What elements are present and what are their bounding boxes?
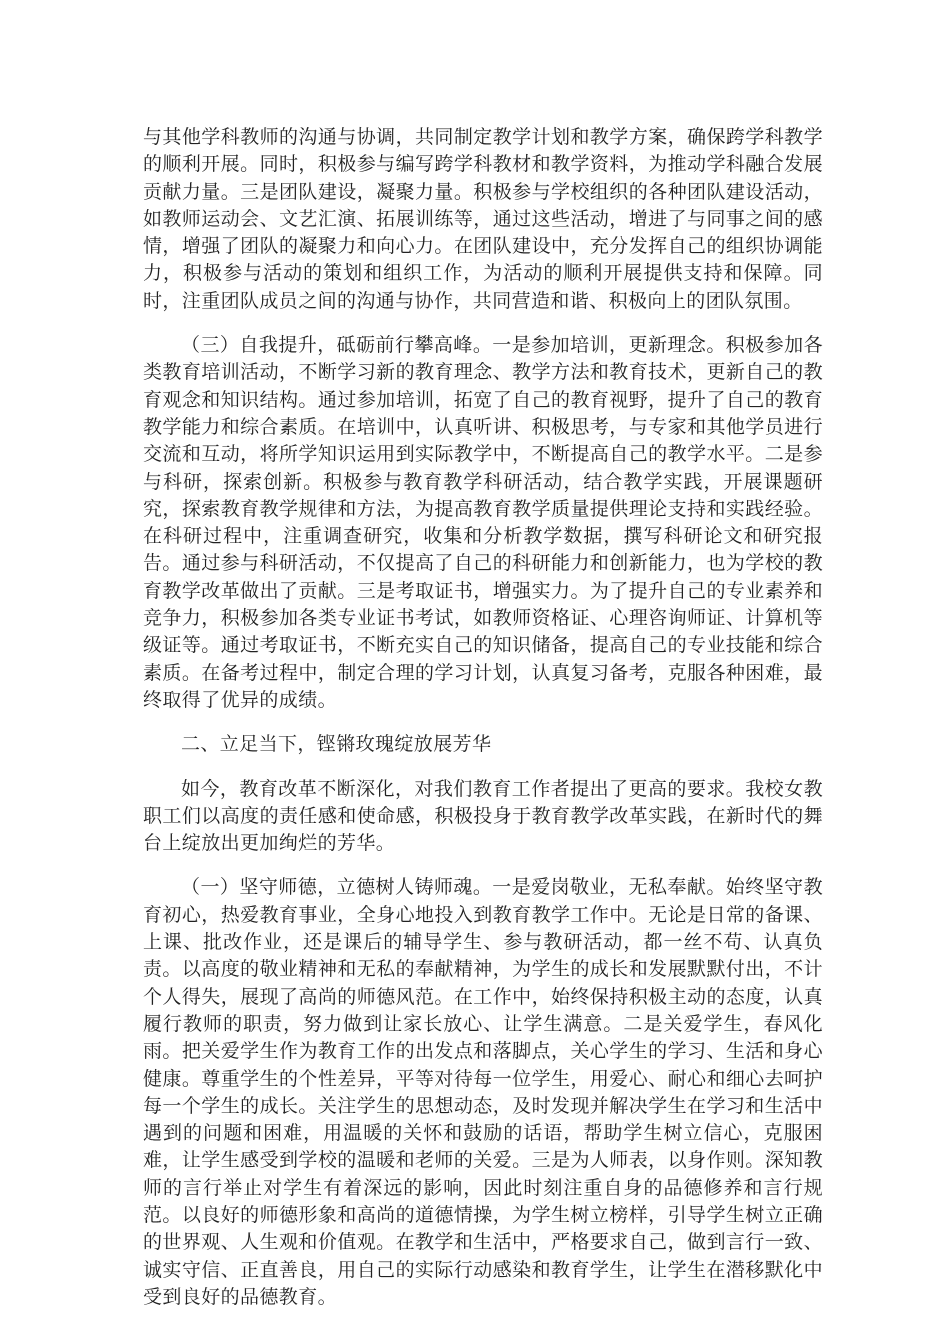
section-heading: 二、立足当下，铿锵玫瑰绽放展芳华 [181,733,492,756]
body-paragraph: 如今，教育改革不断深化，对我们教育工作者提出了更高的要求。我校女教职工们以高度的责任感和使命感，积极投身于教育教学改革实践，在新时代的舞台上绽放出更加绚烂的芳华。 [143,777,823,855]
body-paragraph: （一）坚守师德，立德树人铸师魂。一是爱岗敬业，无私奉献。始终坚守教育初心，热爱教育事业，全身心地投入到教育教学工作中。无论是日常的备课、上课、批改作业，还是课后的辅导学生、参与教研活动，都一丝不苟、认真负责。以高度的敬业精神和无私的奉献精神，为学生的成长和发展默默付出，不计个人得失，展现了高尚的师德风范。在工作中，始终保持积极主动的态度，认真履行教师的职责，努力做到让家长放心、让学生满意。二是关爱学生，春风化雨。把关爱学生作为教育工作的出发点和落脚点，关心学生的学习、生活和身心健康。尊重学生的个性差异，平等对待每一位学生，用爱心、耐心和细心去呵护每一个学生的成长。关注学生的思想动态，及时发现并解决学生在学习和生活中遇到的问题和困难，用温暖的关怀和鼓励的话语，帮助学生树立信心，克服困难，让学生感受到学校的温暖和老师的关爱。三是为人师表，以身作则。深知教师的言行举止对学生有着深远的影响，因此时刻注重自身的品德修养和言行规范。以良好的师德形象和高尚的道德情操，为学生树立榜样，引导学生树立正确的世界观、人生观和价值观。在教学和生活中，严格要求自己，做到言行一致、诚实守信、正直善良，用自己的实际行动感染和教育学生，让学生在潜移默化中受到良好的品德教育。 [143,876,823,1308]
body-paragraph: （三）自我提升，砥砺前行攀高峰。一是参加培训，更新理念。积极参加各类教育培训活动，不断学习新的教育理念、教学方法和教育技术，更新自己的教育观念和知识结构。通过参加培训，拓宽了自己的教育视野，提升了自己的教育教学能力和综合素质。在培训中，认真听讲、积极思考，与专家和其他学员进行交流和互动，将所学知识运用到实际教学中，不断提高自己的教学水平。二是参与科研，探索创新。积极参与教育教学科研活动，结合教学实践，开展课题研究，探索教育教学规律和方法，为提高教育教学质量提供理论支持和实践经验。在科研过程中，注重调查研究，收集和分析教学数据，撰写科研论文和研究报告。通过参与科研活动，不仅提高了自己的科研能力和创新能力，也为学校的教育教学改革做出了贡献。三是考取证书，增强实力。为了提升自己的专业素养和竞争力，积极参加各类专业证书考试，如教师资格证、心理咨询师证、计算机等级证等。通过考取证书，不断充实自己的知识储备，提高自己的专业技能和综合素质。在备考过程中，制定合理的学习计划，认真复习备考，克服各种困难，最终取得了优异的成绩。 [143,334,823,711]
body-paragraph: 与其他学科教师的沟通与协调，共同制定教学计划和教学方案，确保跨学科教学的顺利开展。同时，积极参与编写跨学科教材和教学资料，为推动学科融合发展贡献力量。三是团队建设，凝聚力量。积极参与学校组织的各种团队建设活动，如教师运动会、文艺汇演、拓展训练等，通过这些活动，增进了与同事之间的感情，增强了团队的凝聚力和向心力。在团队建设中，充分发挥自己的组织协调能力，积极参与活动的策划和组织工作，为活动的顺利开展提供支持和保障。同时，注重团队成员之间的沟通与协作，共同营造和谐、积极向上的团队氛围。 [143,126,823,312]
document-page [143,124,823,1328]
